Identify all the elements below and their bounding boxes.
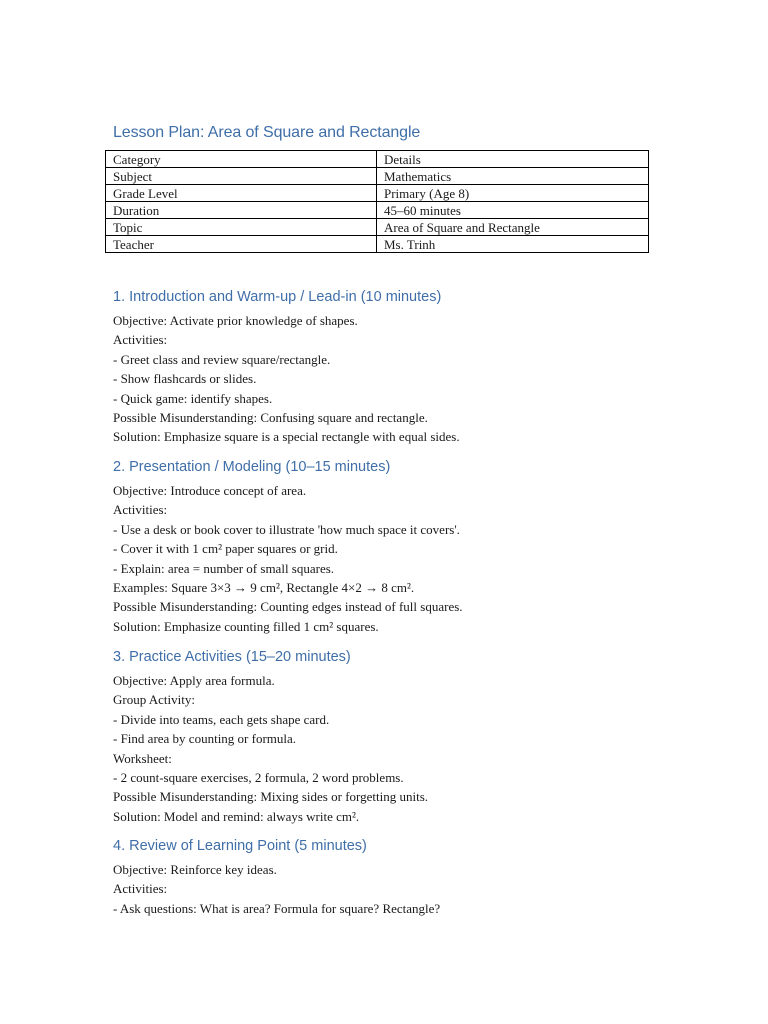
table-cell: Topic — [106, 219, 377, 236]
table-cell: Grade Level — [106, 185, 377, 202]
section-heading: 2. Presentation / Modeling (10–15 minutes) — [113, 459, 391, 475]
section-line: Activities: — [113, 502, 168, 518]
section-line: Worksheet: — [113, 750, 172, 766]
section-line: Examples: Square 3×3 → 9 cm², Rectangle 4×2 → 8 cm². — [113, 580, 415, 596]
table-row — [106, 185, 649, 202]
section-line: Group Activity: — [113, 692, 195, 708]
section-line: - 2 count-square exercises, 2 formula, 2 word problems. — [113, 770, 404, 786]
section-line: Possible Misunderstanding: Confusing square and rectangle. — [113, 410, 428, 426]
section-line: Objective: Introduce concept of area. — [113, 483, 307, 498]
section-line: Possible Misunderstanding: Mixing sides or forgetting units. — [113, 789, 429, 805]
section-review — [113, 837, 713, 918]
section-line: Objective: Apply area formula. — [113, 673, 275, 688]
table-cell: Details — [377, 151, 649, 168]
table-cell: Category — [106, 151, 377, 168]
section-line: Solution: Emphasize square is a special rectangle with equal sides. — [113, 429, 460, 445]
section-line: - Find area by counting or formula. — [113, 731, 297, 747]
section-heading: 1. Introduction and Warm-up / Lead-in (10 minutes) — [113, 289, 442, 305]
table-cell: Teacher — [106, 236, 377, 253]
section-line: - Ask questions: What is area? Formula for square? Rectangle? — [113, 900, 441, 916]
section-line: - Greet class and review square/rectangle. — [113, 351, 331, 367]
lesson-info-table — [105, 150, 649, 253]
section-line: Objective: Activate prior knowledge of shapes. — [113, 313, 358, 328]
section-line: Activities: — [113, 881, 168, 897]
table-cell: Ms. Trinh — [377, 236, 649, 253]
table-cell: Area of Square and Rectangle — [377, 219, 649, 236]
section-line: - Show flashcards or slides. — [113, 371, 257, 387]
section-line: Solution: Emphasize counting filled 1 cm² squares. — [113, 618, 379, 634]
section-line: - Cover it with 1 cm² paper squares or grid. — [113, 541, 338, 557]
table-cell: Primary (Age 8) — [377, 185, 649, 202]
document-title: Lesson Plan: Area of Square and Rectangle — [113, 124, 421, 141]
section-introduction — [113, 288, 713, 447]
section-line: - Use a desk or book cover to illustrate 'how much space it covers'. — [113, 521, 460, 537]
table-cell: 45–60 minutes — [377, 202, 649, 219]
table-cell: Duration — [106, 202, 377, 219]
section-line: Objective: Reinforce key ideas. — [113, 862, 277, 877]
table-row — [106, 219, 649, 236]
table-row — [106, 202, 649, 219]
section-line: Activities: — [113, 332, 168, 348]
section-line: - Explain: area = number of small squares. — [113, 560, 335, 576]
section-practice — [113, 648, 713, 826]
section-line: Possible Misunderstanding: Counting edges instead of full squares. — [113, 599, 463, 615]
section-line: - Divide into teams, each gets shape card. — [113, 711, 330, 727]
section-presentation — [113, 458, 713, 636]
section-heading: 4. Review of Learning Point (5 minutes) — [113, 838, 367, 854]
section-line: Solution: Model and remind: always write cm². — [113, 808, 360, 824]
table-row — [106, 236, 649, 253]
section-heading: 3. Practice Activities (15–20 minutes) — [113, 649, 351, 665]
table-row — [106, 151, 649, 168]
table-row — [106, 168, 649, 185]
section-line: - Quick game: identify shapes. — [113, 390, 273, 406]
table-cell: Mathematics — [377, 168, 649, 185]
table-cell: Subject — [106, 168, 377, 185]
